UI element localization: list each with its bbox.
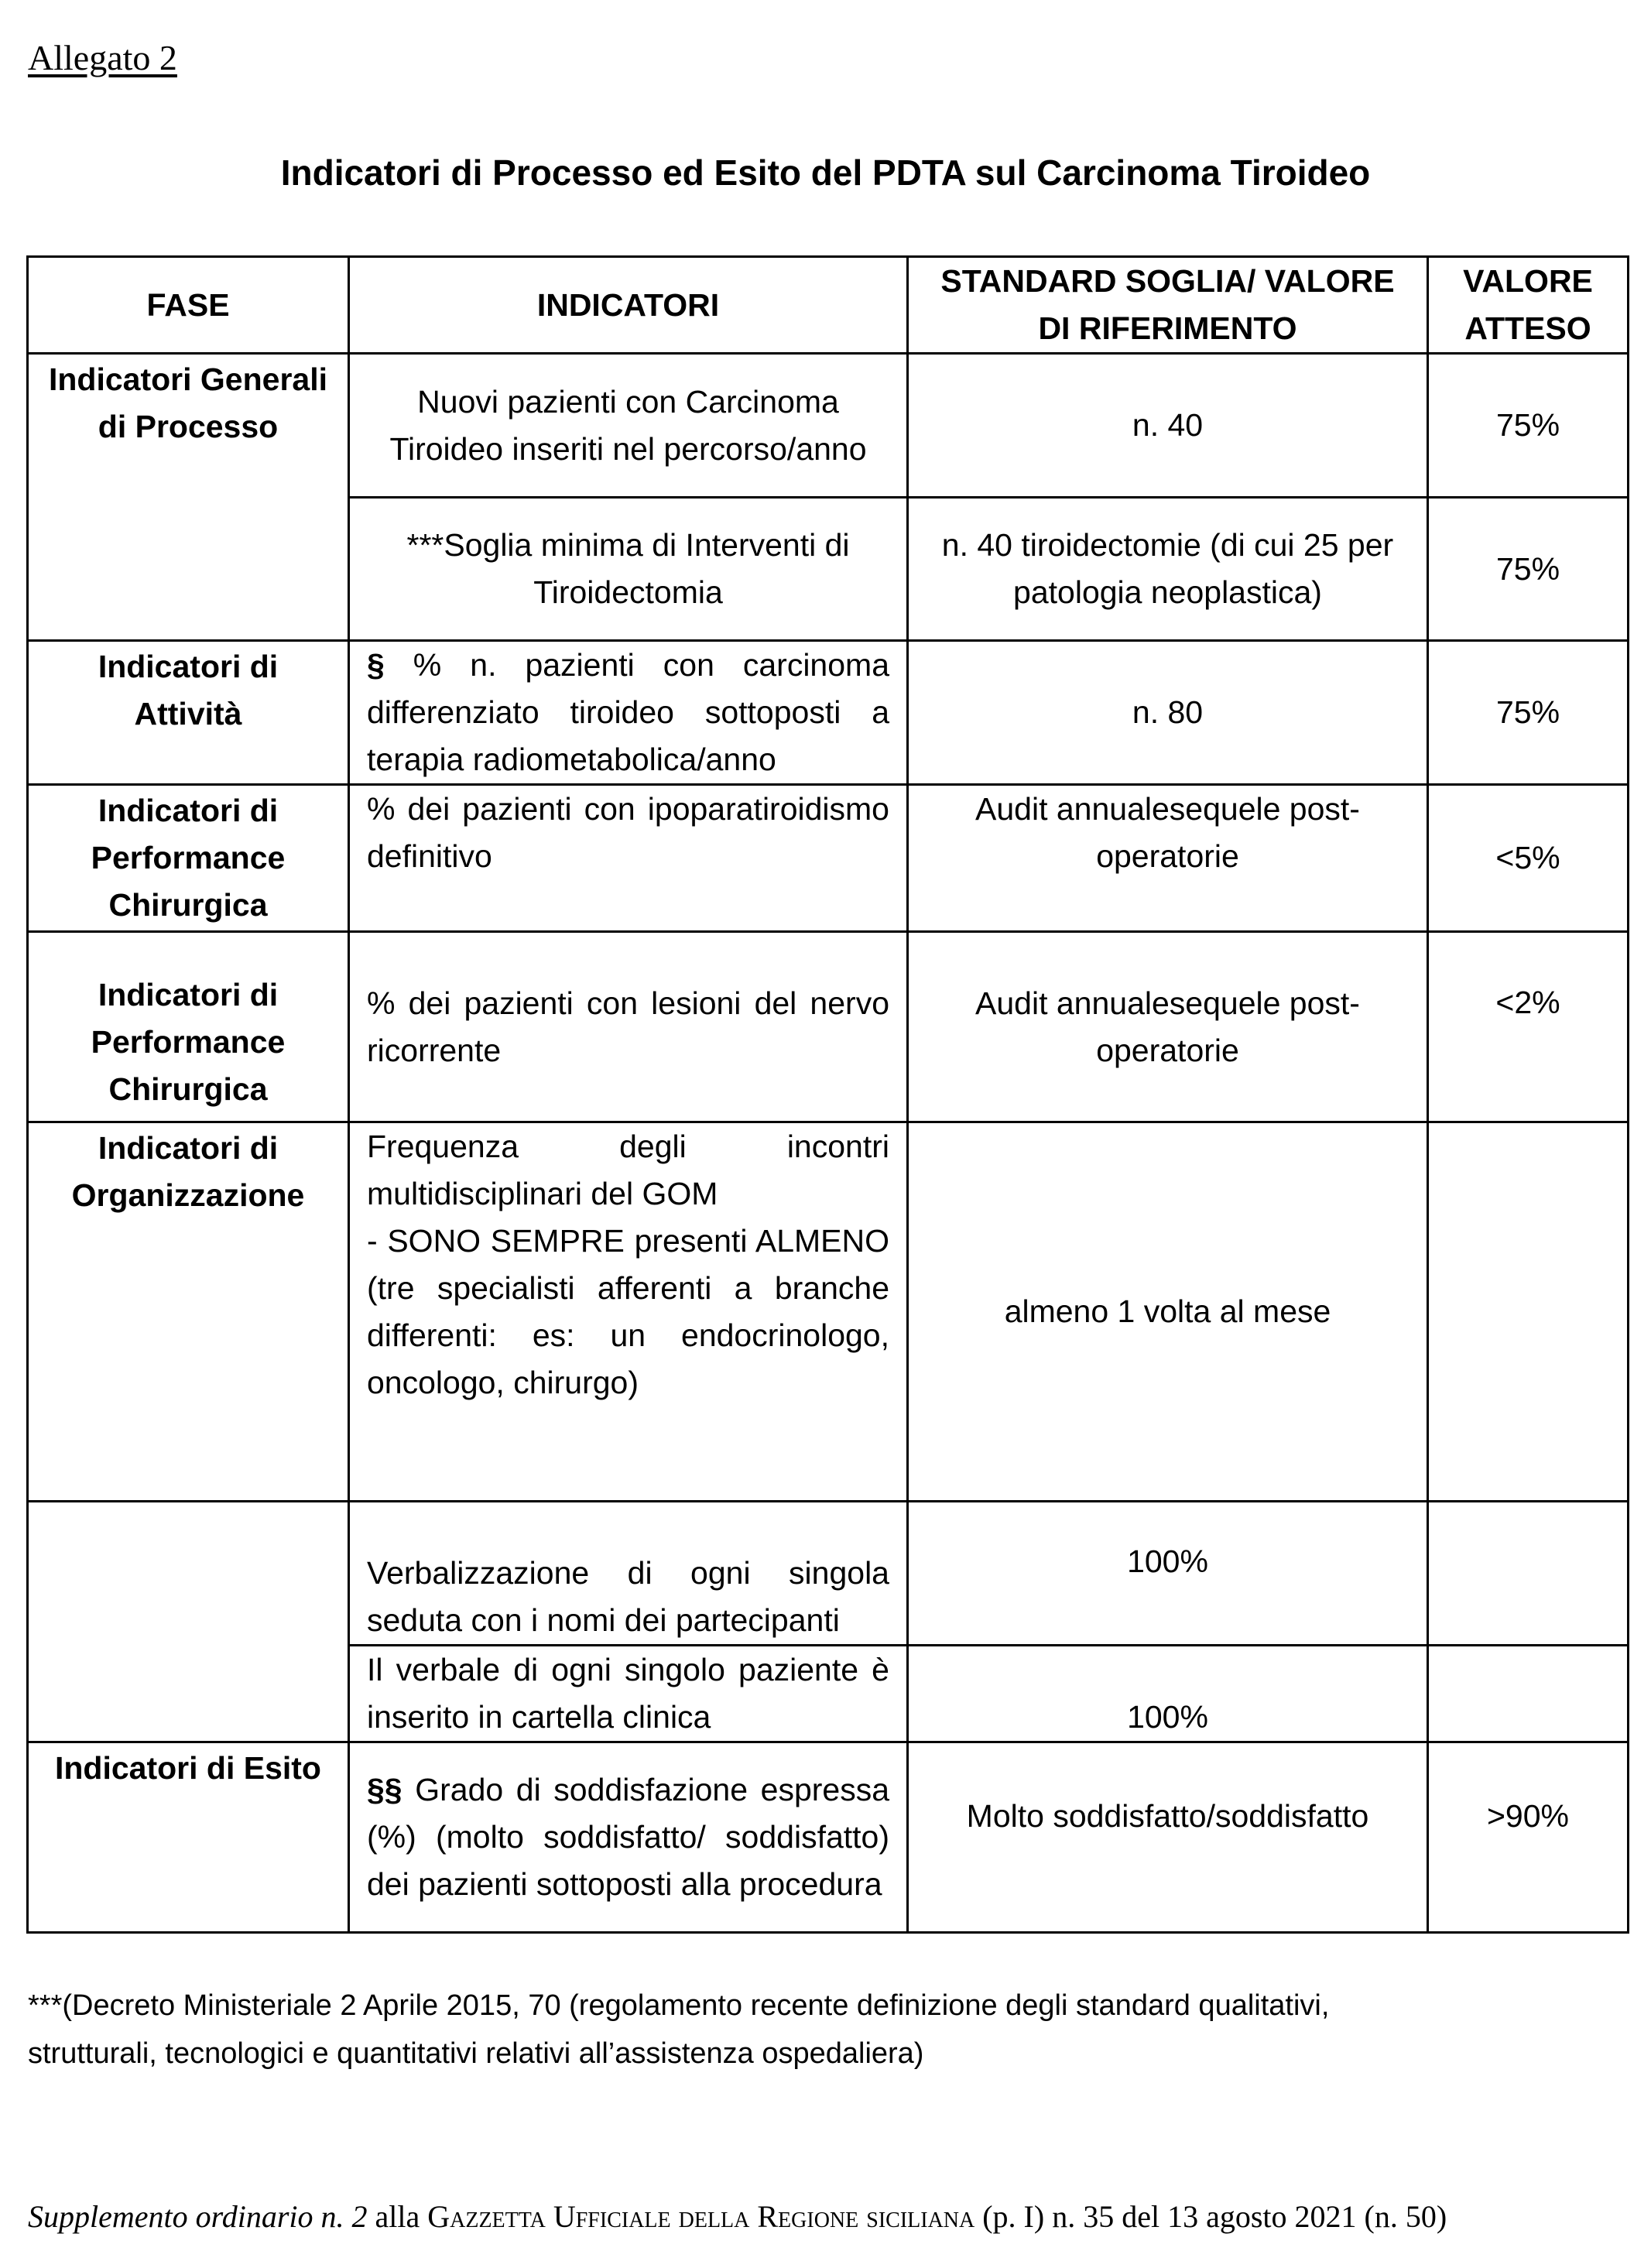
indicator-cell: Nuovi pazienti con Carcinoma Tiroideo inseriti nel percorso/anno — [349, 354, 908, 498]
expected-value-cell — [1428, 1646, 1629, 1742]
gazette-footer — [28, 2198, 1630, 2235]
indicator-cell: % dei pazienti con ipoparatiroidismo definitivo — [349, 785, 908, 932]
standard-cell: n. 40 — [908, 354, 1428, 498]
expected-value-cell — [1428, 1502, 1629, 1646]
fase-cell: Indicatori di Attività — [28, 641, 349, 785]
table-header-row — [28, 257, 1629, 354]
expected-value-cell: 75% — [1428, 641, 1629, 785]
standard-cell: almeno 1 volta al mese — [908, 1122, 1428, 1502]
expected-value-cell: 75% — [1428, 498, 1629, 641]
page-title: Indicatori di Processo ed Esito del PDTA sul Carcinoma Tiroideo — [280, 152, 1371, 193]
expected-value-cell: >90% — [1428, 1742, 1629, 1933]
footnote-line-2: strutturali, tecnologici e quantitativi relativi all’assistenza ospedaliera) — [28, 2037, 924, 2070]
indicator-cell — [349, 1122, 908, 1502]
fase-cell: Indicatori di Performance Chirurgica — [28, 785, 349, 932]
fase-cell — [28, 1502, 349, 1742]
standard-cell: Audit annualesequele post-operatorie — [908, 785, 1428, 932]
standard-cell: 100% — [908, 1502, 1428, 1646]
expected-value-cell: 75% — [1428, 354, 1629, 498]
footer-issue: (p. I) n. 35 del 13 agosto 2021 (n. 50) — [975, 2199, 1447, 2234]
table-row — [28, 932, 1629, 1122]
table-row — [28, 1742, 1629, 1933]
standard-cell: Molto soddisfatto/soddisfatto — [908, 1742, 1428, 1933]
table-row — [28, 354, 1629, 498]
indicators-table — [26, 255, 1629, 1934]
expected-value-cell: <2% — [1428, 932, 1629, 1122]
footer-gazette-name: Gazzetta Ufficiale della Regione siciliana — [427, 2199, 975, 2234]
table-row — [28, 1502, 1629, 1646]
column-header-standard: STANDARD SOGLIA/ VALORE DI RIFERIMENTO — [908, 257, 1428, 354]
footnote — [28, 1982, 1622, 2078]
expected-value-cell: <5% — [1428, 785, 1629, 932]
footnote-line-1: ***(Decreto Ministeriale 2 Aprile 2015, 70 (regolamento recente definizione degli standard qualitativi, — [28, 1989, 1330, 2022]
indicator-text: Frequenza degli incontri multidisciplinari del GOM — [367, 1129, 889, 1211]
fase-cell: Indicatori di Performance Chirurgica — [28, 932, 349, 1122]
column-header-fase: FASE — [28, 257, 349, 354]
indicator-cell — [349, 1742, 908, 1933]
indicator-cell — [349, 641, 908, 785]
standard-cell: n. 80 — [908, 641, 1428, 785]
indicator-text-2: - SONO SEMPRE presenti ALMENO (tre specialisti afferenti a branche differenti: es: un endocrinologo, oncologo, chirurgo) — [367, 1223, 889, 1400]
standard-cell: Audit annualesequele post-operatorie — [908, 932, 1428, 1122]
fase-cell: Indicatori Generali di Processo — [28, 354, 349, 641]
standard-cell: 100% — [908, 1646, 1428, 1742]
section-mark: §§ — [367, 1772, 402, 1807]
attachment-label: Allegato 2 — [28, 38, 177, 77]
standard-cell: n. 40 tiroidectomie (di cui 25 per patologia neoplastica) — [908, 498, 1428, 641]
footer-supplement: Supplemento ordinario n. 2 — [28, 2199, 368, 2234]
fase-cell: Indicatori di Organizzazione — [28, 1122, 349, 1502]
section-mark: § — [367, 647, 385, 683]
indicator-cell: Verbalizzazione di ogni singola seduta con i nomi dei partecipanti — [349, 1502, 908, 1646]
footer-connector: alla — [367, 2199, 428, 2234]
indicator-cell: % dei pazienti con lesioni del nervo ricorrente — [349, 932, 908, 1122]
table-row — [28, 785, 1629, 932]
column-header-valore: VALORE ATTESO — [1428, 257, 1629, 354]
expected-value-cell — [1428, 1122, 1629, 1502]
column-header-indicatori: INDICATORI — [349, 257, 908, 354]
table-row — [28, 641, 1629, 785]
table-row — [28, 1122, 1629, 1502]
fase-cell: Indicatori di Esito — [28, 1742, 349, 1933]
indicator-cell: ***Soglia minima di Interventi di Tiroidectomia — [349, 498, 908, 641]
indicator-text: % n. pazienti con carcinoma differenziato tiroideo sottoposti a terapia radiometabolica/anno — [367, 647, 889, 777]
indicator-text: Grado di soddisfazione espressa (%) (molto soddisfatto/ soddisfatto) dei pazienti sottoposti alla procedura — [367, 1772, 889, 1902]
indicator-cell: Il verbale di ogni singolo paziente è inserito in cartella clinica — [349, 1646, 908, 1742]
